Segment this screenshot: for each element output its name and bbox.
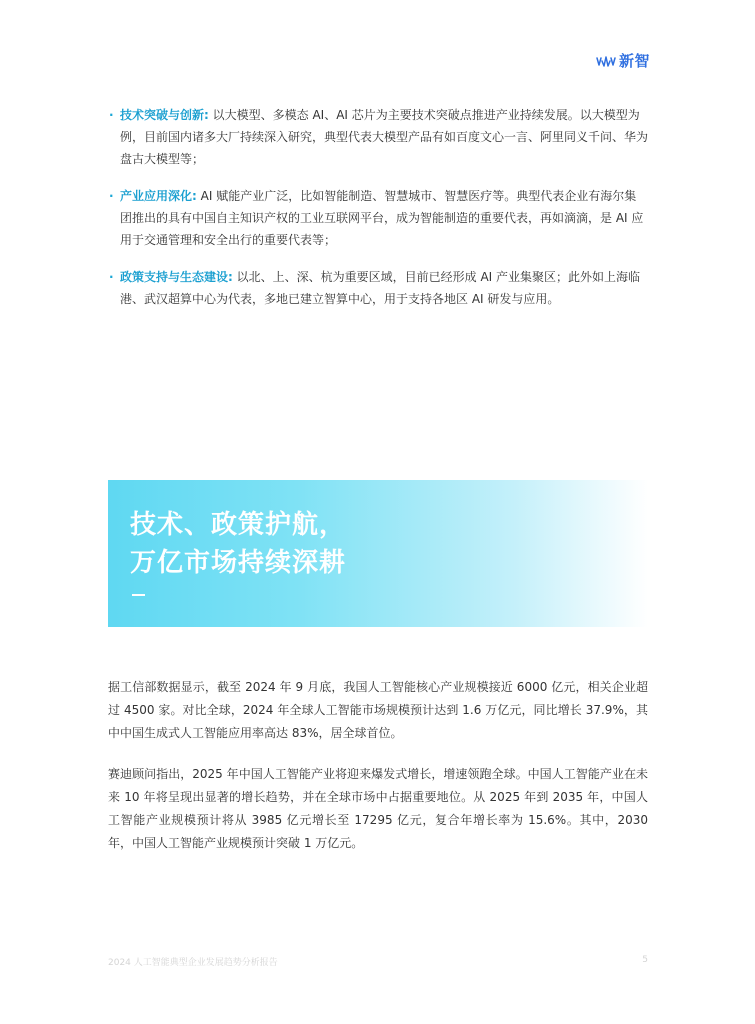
wave-logo-icon xyxy=(596,54,616,68)
bullet-title: 产业应用深化: xyxy=(120,189,197,203)
section-banner xyxy=(108,480,648,627)
paragraph-miit-data: 据工信部数据显示，截至 2024 年 9 月底，我国人工智能核心产业规模接近 6000 亿元，相关企业超过 4500 家。对比全球，2024 年全球人工智能市场规模预计达到 1.6 万亿元，同比增长 37.9%，其中中国生成式人工智能应用率高达 83%，居全球首位。 xyxy=(108,680,648,740)
paragraph-ccid-forecast: 赛迪顾问指出，2025 年中国人工智能产业将迎来爆发式增长，增速领跑全球。中国人工智能产业在未来 10 年将呈现出显著的增长趋势，并在全球市场中占据重要地位。从 2025 年到 2035 年，中国人工智能产业规模预计将从 3985 亿元增长至 17295 亿元，复合年增长率为 15.6%。其中，2030 年，中国人工智能产业规模预计突破 1 万亿元。 xyxy=(108,767,648,850)
bullet-item-industry xyxy=(108,185,648,251)
bullet-text: AI 赋能产业广泛，比如智能制造、智慧城市、智慧医疗等。典型代表企业有海尔集团推出的具有中国自主知识产权的工业互联网平台，成为智能制造的重要代表，再如滴滴，是 AI 应用于交通管理和安全出行的重要代表等； xyxy=(120,189,644,247)
banner-dash-divider xyxy=(132,594,145,596)
page-number: 5 xyxy=(642,955,648,965)
bullet-dot: · xyxy=(109,108,114,122)
bullet-item-tech xyxy=(108,104,648,170)
bullet-title: 政策支持与生态建设: xyxy=(120,270,233,284)
logo-text: 新智 xyxy=(619,52,651,70)
bullet-text: 以北、上、深、杭为重要区域，目前已经形成 AI 产业集聚区；此外如上海临港、武汉超算中心为代表，多地已建立智算中心，用于支持各地区 AI 研发与应用。 xyxy=(120,270,641,306)
page-footer xyxy=(108,955,648,968)
bullet-dot: · xyxy=(109,189,114,203)
section-title-line-2: 万亿市场持续深耕 xyxy=(130,548,347,578)
bullet-dot: · xyxy=(109,270,114,284)
bullet-text: 以大模型、多模态 AI、AI 芯片为主要技术突破点推进产业持续发展。以大模型为例，目前国内诸多大厂持续深入研究，典型代表大模型产品有如百度文心一言、阿里同义千问、华为盘古大模型等； xyxy=(120,108,649,166)
brand-logo xyxy=(596,50,650,71)
bullet-list xyxy=(108,104,648,325)
section-title-line-1: 技术、政策护航， xyxy=(130,510,347,540)
section-title xyxy=(130,506,346,582)
bullet-title: 技术突破与创新: xyxy=(120,108,209,122)
body-text xyxy=(108,676,648,873)
bullet-item-policy xyxy=(108,266,648,310)
footer-report-title: 2024 人工智能典型企业发展趋势分析报告 xyxy=(108,958,278,968)
